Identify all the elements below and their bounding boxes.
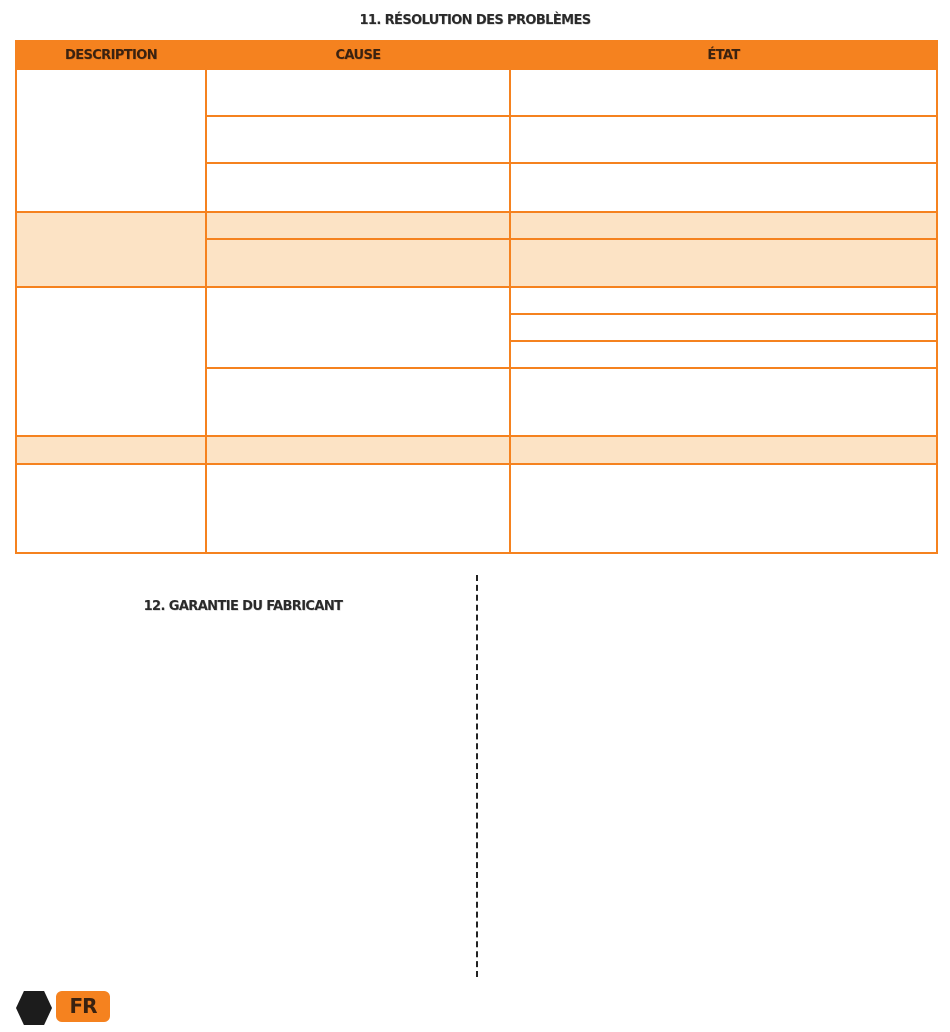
cause-cell xyxy=(206,163,510,211)
description-cell xyxy=(16,69,206,212)
description-cell xyxy=(16,464,206,553)
language-badge: FR xyxy=(56,991,110,1022)
state-cell xyxy=(510,341,937,368)
cause-cell xyxy=(206,239,510,287)
table-row xyxy=(16,464,937,553)
state-cell xyxy=(510,163,937,211)
state-cell xyxy=(510,69,937,116)
cause-cell xyxy=(206,464,510,553)
table-row xyxy=(16,436,937,463)
state-cell xyxy=(510,436,937,463)
description-cell xyxy=(16,212,206,287)
state-cell xyxy=(510,314,937,341)
cause-cell xyxy=(206,436,510,463)
table-header-row xyxy=(16,41,937,69)
state-cell xyxy=(510,116,937,163)
cause-cell xyxy=(206,116,510,163)
cause-cell xyxy=(206,69,510,116)
state-cell xyxy=(510,287,937,314)
table-row xyxy=(16,212,937,239)
description-cell xyxy=(16,287,206,437)
column-header-description: DESCRIPTION xyxy=(16,41,206,69)
page-number-hexagon xyxy=(16,991,52,1025)
state-cell xyxy=(510,368,937,436)
cause-cell xyxy=(206,287,510,368)
table-row xyxy=(16,69,937,116)
column-header-state: ÉTAT xyxy=(510,41,937,69)
column-divider xyxy=(476,575,478,977)
description-cell xyxy=(16,436,206,463)
table-row xyxy=(16,287,937,314)
section-title-troubleshooting: 11. RÉSOLUTION DES PROBLÈMES xyxy=(359,13,591,28)
state-cell xyxy=(510,212,937,239)
cause-cell xyxy=(206,212,510,239)
cause-cell xyxy=(206,368,510,436)
state-cell xyxy=(510,239,937,287)
section-title-warranty: 12. GARANTIE DU FABRICANT xyxy=(143,599,343,614)
state-cell xyxy=(510,464,937,553)
column-header-cause: CAUSE xyxy=(206,41,510,69)
troubleshooting-table xyxy=(15,40,938,554)
